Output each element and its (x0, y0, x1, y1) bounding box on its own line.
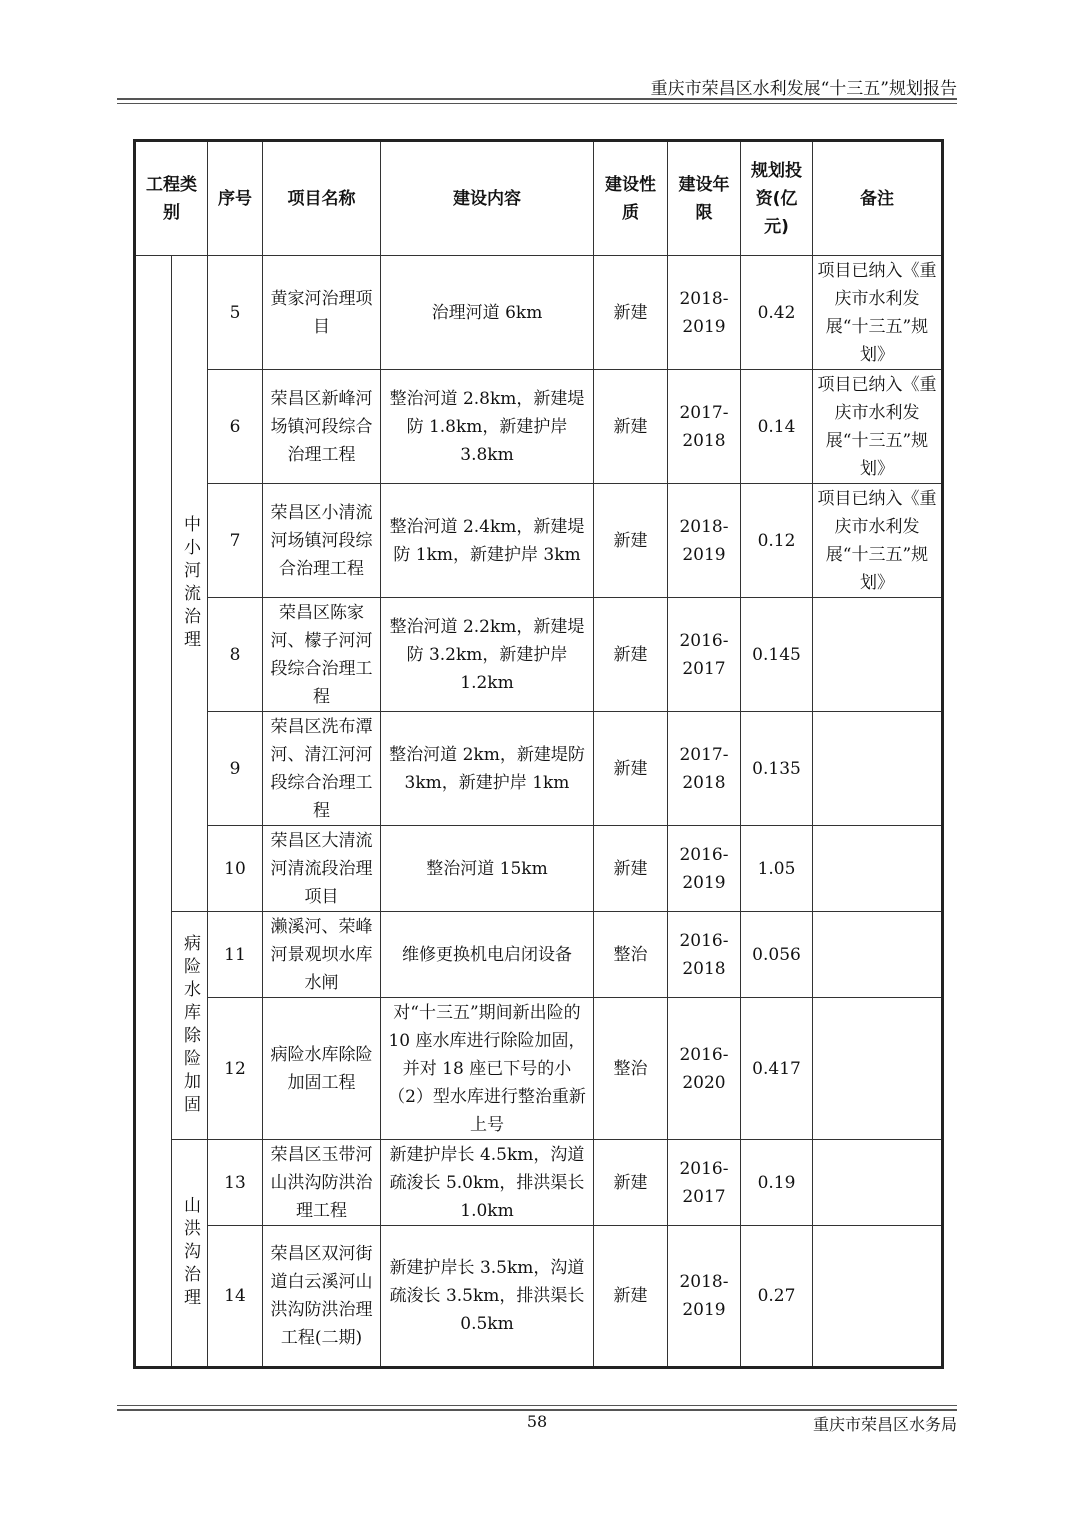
cell-remark (813, 1140, 943, 1226)
cell-period: 2016-2017 (668, 1140, 741, 1226)
cell-remark (813, 826, 943, 912)
group-cell (172, 1140, 208, 1368)
cell-name: 荣昌区双河街道白云溪河山洪沟防洪治理工程(二期) (263, 1226, 381, 1368)
cell-period: 2016-2017 (668, 598, 741, 712)
page-number: 58 (526, 1412, 548, 1431)
cell-content: 整治河道 2.8km，新建堤防 1.8km，新建护岸 3.8km (381, 370, 594, 484)
cell-seq: 7 (208, 484, 263, 598)
cell-nature: 整治 (594, 998, 668, 1140)
cell-content: 新建护岸长 3.5km，沟道疏浚长 3.5km，排洪渠长 0.5km (381, 1226, 594, 1368)
cell-nature: 新建 (594, 1140, 668, 1226)
cell-seq: 9 (208, 712, 263, 826)
cell-period: 2018-2019 (668, 484, 741, 598)
cell-investment: 0.145 (741, 598, 813, 712)
cell-seq: 10 (208, 826, 263, 912)
cell-investment: 0.19 (741, 1140, 813, 1226)
table-row (135, 598, 943, 712)
footer-organization: 重庆市荣昌区水务局 (812, 1415, 957, 1434)
cell-content: 整治河道 2.2km，新建堤防 3.2km，新建护岸 1.2km (381, 598, 594, 712)
cell-name: 黄家河治理项目 (263, 256, 381, 370)
cell-nature: 新建 (594, 370, 668, 484)
table-row (135, 256, 943, 370)
group-label: 中小河流治理 (180, 514, 200, 653)
outer-category-cell (135, 256, 172, 1368)
cell-remark: 项目已纳入《重庆市水利发展“十三五”规划》 (813, 370, 943, 484)
cell-seq: 5 (208, 256, 263, 370)
cell-nature: 新建 (594, 826, 668, 912)
cell-content: 整治河道 15km (381, 826, 594, 912)
cell-nature: 新建 (594, 598, 668, 712)
header-period: 建设年限 (668, 141, 741, 256)
cell-name: 荣昌区陈家河、檬子河河段综合治理工程 (263, 598, 381, 712)
table-row (135, 370, 943, 484)
cell-investment: 0.135 (741, 712, 813, 826)
cell-period: 2018-2019 (668, 1226, 741, 1368)
cell-investment: 0.056 (741, 912, 813, 998)
header-nature: 建设性质 (594, 141, 668, 256)
table-row (135, 998, 943, 1140)
cell-nature: 新建 (594, 712, 668, 826)
header-category: 工程类别 (135, 141, 208, 256)
table-row (135, 1140, 943, 1226)
cell-investment: 0.12 (741, 484, 813, 598)
cell-investment: 0.417 (741, 998, 813, 1140)
cell-remark: 项目已纳入《重庆市水利发展“十三五”规划》 (813, 256, 943, 370)
cell-remark (813, 598, 943, 712)
cell-period: 2017-2018 (668, 712, 741, 826)
cell-seq: 13 (208, 1140, 263, 1226)
cell-investment: 0.42 (741, 256, 813, 370)
group-cell (172, 912, 208, 1140)
cell-period: 2018-2019 (668, 256, 741, 370)
cell-seq: 14 (208, 1226, 263, 1368)
table-row (135, 912, 943, 998)
footer-rule-thin (117, 1405, 957, 1406)
cell-content: 新建护岸长 4.5km，沟道疏浚长 5.0km，排洪渠长 1.0km (381, 1140, 594, 1226)
cell-name: 病险水库除险加固工程 (263, 998, 381, 1140)
cell-period: 2017-2018 (668, 370, 741, 484)
header-seq: 序号 (208, 141, 263, 256)
header-content: 建设内容 (381, 141, 594, 256)
cell-name: 荣昌区新峰河场镇河段综合治理工程 (263, 370, 381, 484)
cell-content: 对“十三五”期间新出险的 10 座水库进行除险加固，并对 18 座已下号的小（2）型水库进行整治重新上号 (381, 998, 594, 1140)
footer-rule (117, 1409, 957, 1411)
cell-nature: 新建 (594, 1226, 668, 1368)
table-row (135, 484, 943, 598)
group-label: 病险水库除险加固 (180, 933, 200, 1118)
group-cell (172, 256, 208, 912)
table-row (135, 1226, 943, 1368)
cell-name: 荣昌区小清流河场镇河段综合治理工程 (263, 484, 381, 598)
cell-content: 治理河道 6km (381, 256, 594, 370)
cell-period: 2016-2019 (668, 826, 741, 912)
header-rule (117, 98, 957, 100)
cell-investment: 0.14 (741, 370, 813, 484)
cell-seq: 11 (208, 912, 263, 998)
cell-name: 荣昌区大清流河清流段治理项目 (263, 826, 381, 912)
cell-investment: 0.27 (741, 1226, 813, 1368)
cell-name: 荣昌区洗布潭河、清江河河段综合治理工程 (263, 712, 381, 826)
cell-seq: 8 (208, 598, 263, 712)
group-label: 山洪沟治理 (180, 1195, 200, 1311)
cell-remark (813, 998, 943, 1140)
cell-remark: 项目已纳入《重庆市水利发展“十三五”规划》 (813, 484, 943, 598)
table-header-row (135, 141, 943, 256)
cell-content: 整治河道 2km，新建堤防 3km，新建护岸 1km (381, 712, 594, 826)
cell-seq: 6 (208, 370, 263, 484)
cell-remark (813, 712, 943, 826)
cell-period: 2016-2018 (668, 912, 741, 998)
table-row (135, 826, 943, 912)
cell-nature: 新建 (594, 484, 668, 598)
header-rule-thin (117, 103, 957, 104)
cell-name: 荣昌区玉带河山洪沟防洪治理工程 (263, 1140, 381, 1226)
cell-investment: 1.05 (741, 826, 813, 912)
cell-seq: 12 (208, 998, 263, 1140)
running-header: 重庆市荣昌区水利发展“十三五”规划报告 (650, 79, 957, 99)
cell-remark (813, 1226, 943, 1368)
table-row (135, 712, 943, 826)
project-table (133, 139, 944, 1369)
cell-content: 整治河道 2.4km，新建堤防 1km，新建护岸 3km (381, 484, 594, 598)
cell-nature: 新建 (594, 256, 668, 370)
cell-period: 2016-2020 (668, 998, 741, 1140)
cell-nature: 整治 (594, 912, 668, 998)
header-investment: 规划投资(亿元) (741, 141, 813, 256)
cell-remark (813, 912, 943, 998)
cell-name: 濑溪河、荣峰河景观坝水库水闸 (263, 912, 381, 998)
header-name: 项目名称 (263, 141, 381, 256)
header-remark: 备注 (813, 141, 943, 256)
cell-content: 维修更换机电启闭设备 (381, 912, 594, 998)
